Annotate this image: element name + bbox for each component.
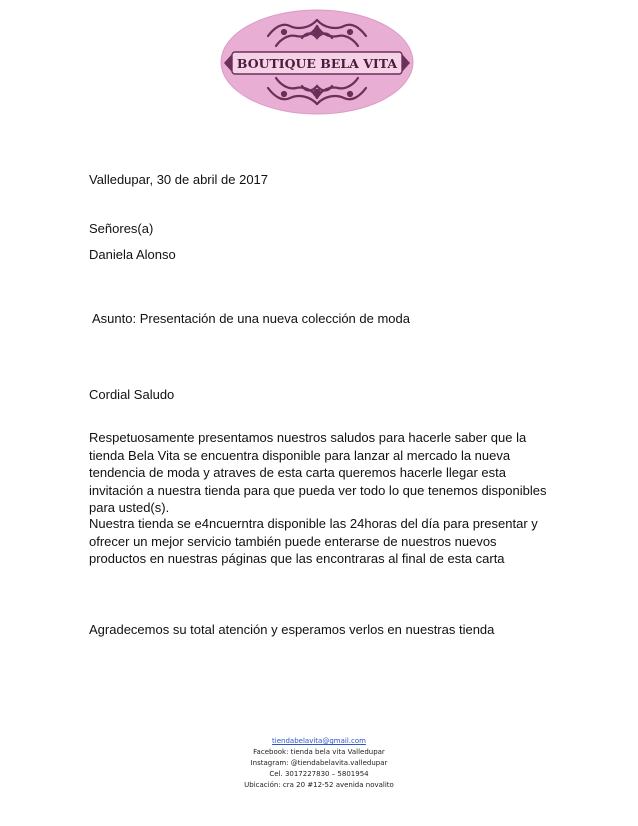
footer-phone: Cel. 3017227830 – 5801954 <box>269 770 369 778</box>
body-paragraph-2: Nuestra tienda se e4ncuerntra disponible las 24horas del día para presentar y ofrecer un mejor servicio también puede enterarse de nuestros nuevos productos en nuestras páginas que las encontraras al final de esta carta <box>89 516 538 566</box>
logo-text: BOUTIQUE BELA VITA <box>236 56 398 71</box>
subject-line: Asunto: Presentación de una nueva colección de moda <box>92 311 410 326</box>
footer-facebook: Facebook: tienda bela vita Valledupar <box>253 748 385 756</box>
footer-contact <box>0 736 638 791</box>
footer-address: Ubicación: cra 20 #12-52 avenida novalito <box>244 781 394 789</box>
salutation: Señores(a) <box>89 221 154 236</box>
footer-email-link[interactable]: tiendabelavita@gmail.com <box>272 737 366 745</box>
recipient-name: Daniela Alonso <box>89 247 176 262</box>
greeting: Cordial Saludo <box>89 387 175 402</box>
boutique-logo <box>218 8 416 116</box>
footer-instagram: Instagram: @tiendabelavita.valledupar <box>250 759 388 767</box>
closing-line: Agradecemos su total atención y esperamos verlos en nuestras tienda <box>89 622 495 637</box>
body-paragraph-1: Respetuosamente presentamos nuestros saludos para hacerle saber que la tienda Bela Vita se encuentra disponible para lanzar al mercado la nueva tendencia de moda y atraves de esta carta queremos hacerle llegar esta invitación a nuestra tienda para que pueda ver todo lo que tenemos disponibles para usted(s). <box>89 430 547 515</box>
date-line: Valledupar, 30 de abril de 2017 <box>89 172 269 187</box>
